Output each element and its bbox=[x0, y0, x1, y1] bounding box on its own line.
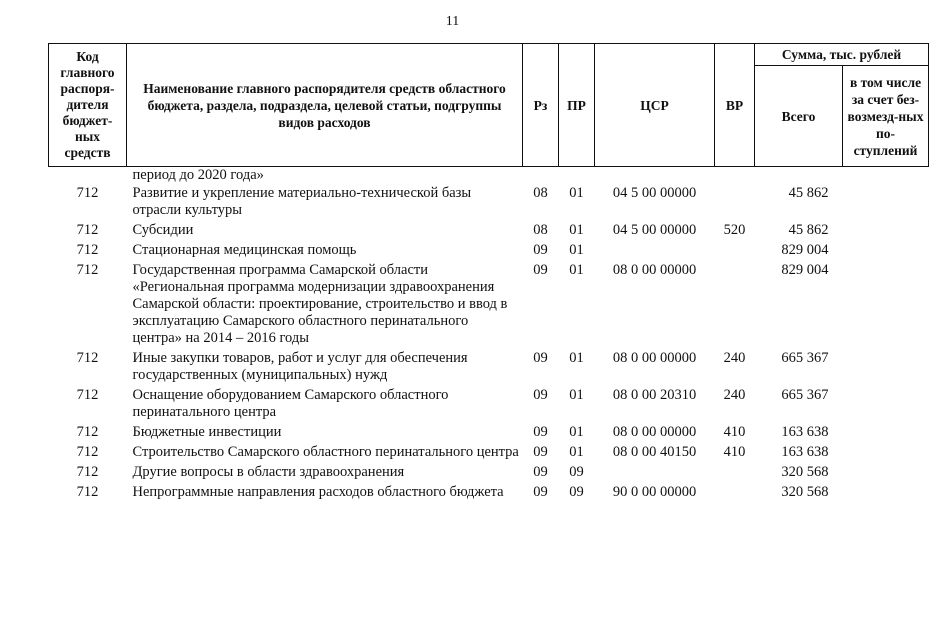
row-csr: 04 5 00 00000 bbox=[612, 185, 697, 201]
row-name: Стационарная медицинская помощь bbox=[132, 242, 357, 258]
header-rz: Рз bbox=[523, 44, 559, 167]
row-free bbox=[843, 184, 929, 221]
row-pr: 01 bbox=[569, 444, 584, 460]
table-row bbox=[49, 261, 929, 349]
row-csr: 08 0 00 00000 bbox=[612, 350, 697, 366]
row-free bbox=[843, 483, 929, 503]
row-total: 320 568 bbox=[781, 464, 829, 480]
table-body bbox=[49, 167, 929, 504]
row-csr: 08 0 00 00000 bbox=[612, 424, 697, 440]
table-row bbox=[49, 463, 929, 483]
table-row bbox=[49, 221, 929, 241]
row-name: Иные закупки товаров, работ и услуг для обеспечения государственных (муниципальных) нужд bbox=[132, 350, 468, 383]
row-free bbox=[843, 241, 929, 261]
row-vr bbox=[715, 184, 755, 221]
row-name: Развитие и укрепление материально-технической базы отрасли культуры bbox=[132, 185, 472, 218]
row-csr bbox=[595, 463, 715, 483]
row-code: 712 bbox=[76, 484, 99, 500]
continuation-text: период до 2020 года» bbox=[132, 167, 264, 183]
row-total: 829 004 bbox=[781, 242, 829, 258]
header-free: в том числе за счет без-возмезд-ных по-ступлений bbox=[843, 66, 929, 167]
row-name: Строительство Самарского областного перинатального центра bbox=[132, 444, 519, 460]
row-free bbox=[843, 443, 929, 463]
row-total: 665 367 bbox=[781, 350, 829, 366]
table-row bbox=[49, 386, 929, 423]
row-rz: 09 bbox=[533, 387, 548, 403]
row-vr: 240 bbox=[723, 350, 746, 366]
row-pr: 01 bbox=[569, 424, 584, 440]
row-name: Непрограммные направления расходов областного бюджета bbox=[132, 484, 504, 500]
header-vr: ВР bbox=[715, 44, 755, 167]
row-code: 712 bbox=[76, 464, 99, 480]
row-vr bbox=[715, 241, 755, 261]
row-pr: 09 bbox=[569, 464, 584, 480]
table-row bbox=[49, 423, 929, 443]
row-code: 712 bbox=[76, 185, 99, 201]
row-total: 45 862 bbox=[788, 222, 829, 238]
row-code: 712 bbox=[76, 222, 99, 238]
row-free bbox=[843, 386, 929, 423]
row-total: 45 862 bbox=[788, 185, 829, 201]
row-name: Другие вопросы в области здравоохранения bbox=[132, 464, 405, 480]
row-code: 712 bbox=[76, 444, 99, 460]
table-row bbox=[49, 443, 929, 463]
row-total: 163 638 bbox=[781, 444, 829, 460]
row-code: 712 bbox=[76, 387, 99, 403]
row-vr: 240 bbox=[723, 387, 746, 403]
row-pr: 01 bbox=[569, 350, 584, 366]
header-total: Всего bbox=[755, 66, 843, 167]
row-code: 712 bbox=[76, 242, 99, 258]
row-free bbox=[843, 221, 929, 241]
row-rz: 09 bbox=[533, 242, 548, 258]
table-row bbox=[49, 349, 929, 386]
row-name: Оснащение оборудованием Самарского областного перинатального центра bbox=[132, 387, 449, 420]
row-total: 320 568 bbox=[781, 484, 829, 500]
row-vr bbox=[715, 463, 755, 483]
row-free bbox=[843, 423, 929, 443]
row-csr: 04 5 00 00000 bbox=[612, 222, 697, 238]
row-rz: 09 bbox=[533, 444, 548, 460]
row-csr: 08 0 00 00000 bbox=[612, 262, 697, 278]
row-total: 665 367 bbox=[781, 387, 829, 403]
row-rz: 09 bbox=[533, 424, 548, 440]
row-pr: 01 bbox=[569, 222, 584, 238]
table-row bbox=[49, 241, 929, 261]
row-total: 829 004 bbox=[781, 262, 829, 278]
row-free bbox=[843, 349, 929, 386]
row-total: 163 638 bbox=[781, 424, 829, 440]
row-name: Бюджетные инвестиции bbox=[132, 424, 282, 440]
header-pr: ПР bbox=[559, 44, 595, 167]
row-name: Субсидии bbox=[132, 222, 194, 238]
row-rz: 09 bbox=[533, 464, 548, 480]
row-csr: 90 0 00 00000 bbox=[612, 484, 697, 500]
row-code: 712 bbox=[76, 262, 99, 278]
header-csr: ЦСР bbox=[595, 44, 715, 167]
row-pr: 01 bbox=[569, 387, 584, 403]
table-row bbox=[49, 483, 929, 503]
row-code: 712 bbox=[76, 350, 99, 366]
row-vr: 520 bbox=[723, 222, 746, 238]
row-rz: 08 bbox=[533, 222, 548, 238]
header-code: Код главного распоря-дителя бюджет-ных средств bbox=[49, 44, 127, 167]
row-free bbox=[843, 261, 929, 349]
header-sum: Сумма, тыс. рублей bbox=[755, 44, 929, 66]
row-pr: 01 bbox=[569, 242, 584, 258]
row-csr bbox=[595, 241, 715, 261]
row-pr: 01 bbox=[569, 185, 584, 201]
row-rz: 08 bbox=[533, 185, 548, 201]
row-pr: 09 bbox=[569, 484, 584, 500]
header-name: Наименование главного распорядителя средств областного бюджета, раздела, подраздела, целевой статьи, подгруппы видов расходов bbox=[127, 44, 523, 167]
row-rz: 09 bbox=[533, 350, 548, 366]
row-csr: 08 0 00 20310 bbox=[612, 387, 697, 403]
budget-table bbox=[48, 43, 929, 503]
row-vr: 410 bbox=[723, 444, 746, 460]
row-rz: 09 bbox=[533, 484, 548, 500]
table-header bbox=[49, 44, 929, 167]
row-name: Государственная программа Самарской области «Региональная программа модернизации здравоохранения Самарской области: проектирование, строительство и ввод в эксплуатацию Самарского областного перинатального центра» на 2014 – 2016 годы bbox=[132, 262, 508, 346]
row-csr: 08 0 00 40150 bbox=[612, 444, 697, 460]
table-row bbox=[49, 184, 929, 221]
row-code: 712 bbox=[76, 424, 99, 440]
row-vr bbox=[715, 261, 755, 349]
row-vr: 410 bbox=[723, 424, 746, 440]
row-free bbox=[843, 463, 929, 483]
row-pr: 01 bbox=[569, 262, 584, 278]
row-vr bbox=[715, 483, 755, 503]
page-number: 11 bbox=[445, 14, 460, 29]
row-rz: 09 bbox=[533, 262, 548, 278]
